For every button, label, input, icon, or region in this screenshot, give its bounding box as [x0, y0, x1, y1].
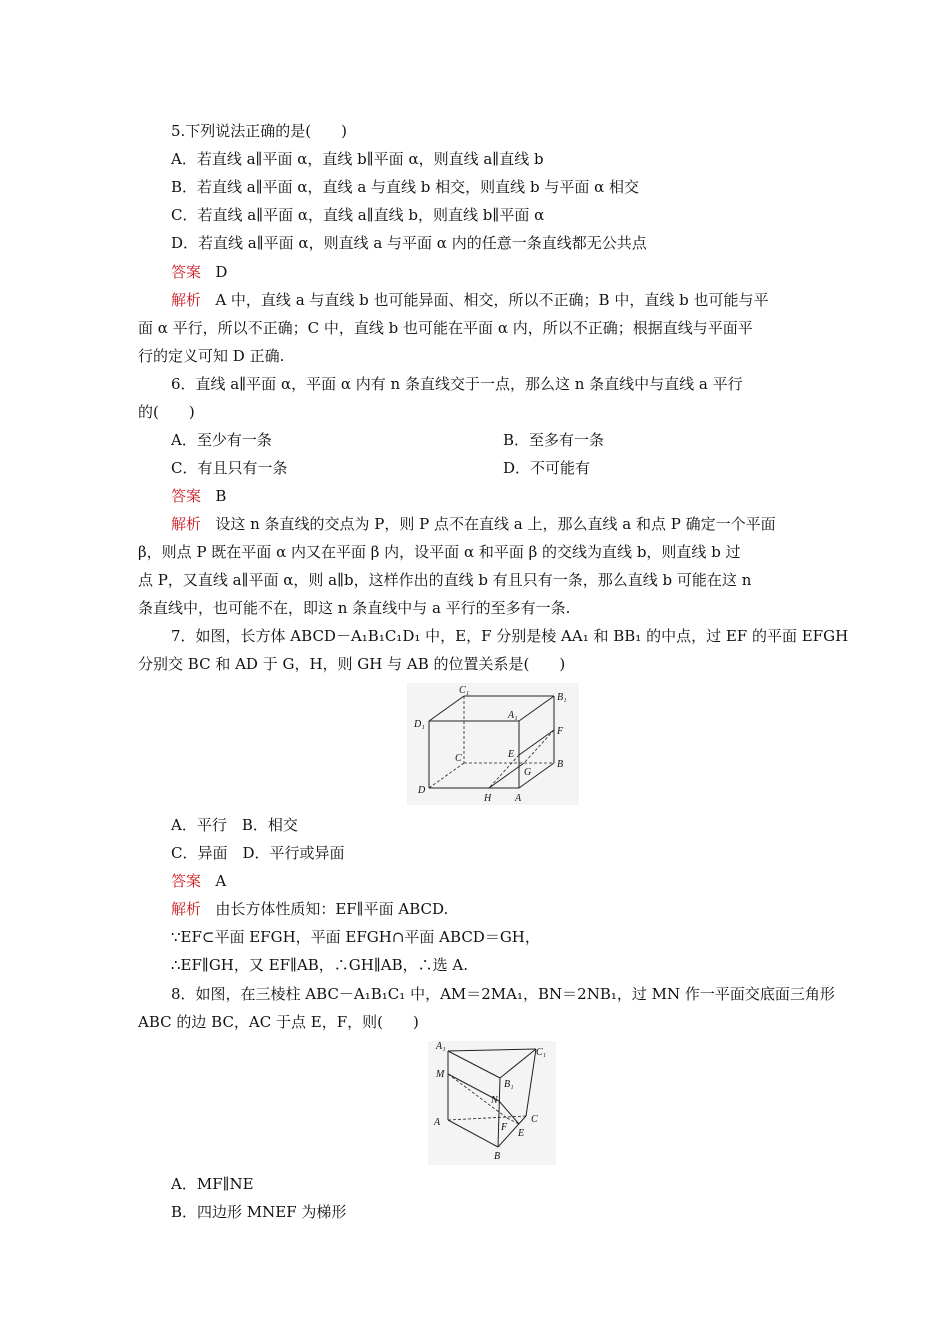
answer-label: 答案 — [171, 263, 202, 281]
label-c1: C₁ — [459, 685, 470, 696]
label-c: C — [455, 753, 462, 764]
q8-stem-line-2: ABC 的边 BC，AC 于点 E，F，则( ) — [138, 1013, 419, 1031]
q6-analysis-line-2: β，则点 P 既在平面 α 内又在平面 β 内，设平面 α 和平面 β 的交线为直线 b，则直线 b 过 — [138, 543, 741, 561]
analysis-label: 解析 — [171, 291, 202, 309]
label-m: M — [436, 1069, 445, 1080]
q5-analysis-line-2: 面 α 平行，所以不正确；C 中，直线 b 也可能在平面 α 内，所以不正确；根据直线与平面平 — [138, 319, 753, 337]
q7-stem-line-1: 7．如图，长方体 ABCD－A₁B₁C₁D₁ 中，E，F 分别是棱 AA₁ 和 BB₁ 的中点，过 EF 的平面 EFGH — [171, 627, 849, 645]
label-g: G — [524, 767, 532, 778]
label-a: A — [515, 793, 522, 804]
q5-option-c: C．若直线 a∥平面 α，直线 a∥直线 b，则直线 b∥平面 α — [171, 206, 545, 224]
q7-options-line-1: A．平行 B．相交 — [171, 816, 298, 834]
q7-analysis-line-2: ∵EF⊂平面 EFGH，平面 EFGH∩平面 ABCD＝GH， — [171, 928, 540, 946]
label-a1: A₁ — [508, 710, 518, 721]
q6-option-c: C．有且只有一条 — [171, 459, 288, 477]
q5-analysis-line-3: 行的定义可知 D 正确. — [138, 347, 285, 365]
label-d: D — [418, 785, 426, 796]
answer-label: 答案 — [171, 872, 202, 890]
q7-analysis-line-3: ∴EF∥GH，又 EF∥AB，∴GH∥AB，∴选 A. — [171, 956, 469, 974]
label-c: C — [531, 1114, 538, 1125]
analysis-label: 解析 — [171, 515, 202, 533]
q7-analysis-line-1 — [171, 899, 448, 919]
answer-label: 答案 — [171, 487, 202, 505]
q7-answer — [171, 871, 226, 891]
prism-figure — [428, 1041, 556, 1165]
answer-value: D — [215, 263, 228, 281]
label-a: A — [434, 1117, 441, 1128]
label-f: F — [557, 726, 564, 737]
label-b1: B₁ — [504, 1079, 514, 1090]
q6-answer — [171, 486, 226, 506]
cuboid-figure — [407, 683, 579, 805]
label-f: F — [501, 1122, 508, 1133]
label-e: E — [508, 749, 515, 760]
q5-option-a: A．若直线 a∥平面 α，直线 b∥平面 α，则直线 a∥直线 b — [171, 150, 544, 168]
label-h: H — [484, 793, 492, 804]
q6-option-b: B．至多有一条 — [503, 431, 605, 449]
analysis-label: 解析 — [171, 900, 202, 918]
label-b1: B₁ — [557, 692, 567, 703]
q5-answer — [171, 262, 227, 282]
q6-option-d: D．不可能有 — [503, 459, 591, 477]
q8-option-a: A．MF∥NE — [171, 1175, 254, 1193]
q7-stem-line-2: 分别交 BC 和 AD 于 G，H，则 GH 与 AB 的位置关系是( ) — [138, 655, 566, 673]
q6-stem-line-2: 的( ) — [138, 403, 195, 421]
answer-value: B — [215, 487, 227, 505]
label-b: B — [557, 759, 564, 770]
q5-option-d: D．若直线 a∥平面 α，则直线 a 与平面 α 内的任意一条直线都无公共点 — [171, 234, 647, 252]
q5-option-b: B．若直线 a∥平面 α，直线 a 与直线 b 相交，则直线 b 与平面 α 相交 — [171, 178, 639, 196]
q7-options-line-2: C．异面 D．平行或异面 — [171, 844, 345, 862]
analysis-text: 由长方体性质知：EF∥平面 ABCD. — [215, 900, 449, 918]
label-d1: D₁ — [414, 719, 425, 730]
label-n: N — [491, 1095, 498, 1106]
q6-analysis-line-4: 条直线中，也可能不在，即这 n 条直线中与 a 平行的至多有一条. — [138, 599, 571, 617]
label-c1: C₁ — [536, 1047, 547, 1058]
q8-stem-line-1: 8．如图，在三棱柱 ABC－A₁B₁C₁ 中，AM＝2MA₁，BN＝2NB₁，过 MN 作一平面交底面三角形 — [171, 985, 835, 1003]
q8-option-b: B．四边形 MNEF 为梯形 — [171, 1203, 347, 1221]
q6-stem-line-1: 6．直线 a∥平面 α，平面 α 内有 n 条直线交于一点，那么这 n 条直线中与直线 a 平行 — [171, 375, 743, 393]
label-b: B — [494, 1151, 501, 1162]
q6-analysis-line-1 — [171, 514, 776, 534]
label-a1: A₁ — [436, 1041, 446, 1052]
q6-analysis-line-3: 点 P，又直线 a∥平面 α，则 a∥b，这样作出的直线 b 有且只有一条，那么直线 b 可能在这 n — [138, 571, 752, 589]
q6-option-a: A．至少有一条 — [171, 431, 272, 449]
q5-stem: 5.下列说法正确的是( ) — [171, 122, 348, 140]
label-e: E — [518, 1128, 525, 1139]
analysis-text: A 中，直线 a 与直线 b 也可能异面、相交，所以不正确；B 中，直线 b 也可能与平 — [215, 291, 769, 309]
q5-analysis-line-1 — [171, 290, 768, 310]
answer-value: A — [215, 872, 227, 890]
analysis-text: 设这 n 条直线的交点为 P，则 P 点不在直线 a 上，那么直线 a 和点 P 确定一个平面 — [215, 515, 776, 533]
